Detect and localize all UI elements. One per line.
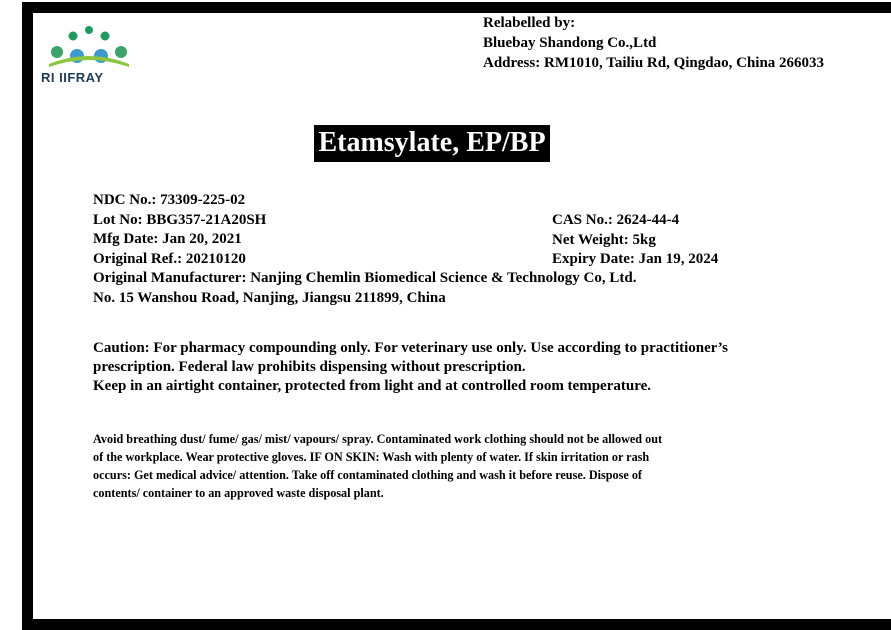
cas-number: CAS No.: 2624-44-4	[552, 212, 680, 228]
warning-line: contents/ container to an approved waste disposal plant.	[93, 486, 384, 500]
warning-line: occurs: Get medical advice/ attention. Take off contaminated clothing and wash it before reuse. Dispose of	[93, 468, 642, 482]
company-logo	[39, 20, 139, 90]
relabel-company: Bluebay Shandong Co.,Ltd	[483, 35, 657, 51]
relabel-block	[483, 13, 824, 73]
warning-line: Avoid breathing dust/ fume/ gas/ mist/ vapours/ spray. Contaminated work clothing should not be allowed out	[93, 432, 663, 446]
original-manufacturer: Original Manufacturer: Nanjing Chemlin Biomedical Science & Technology Co, Ltd.	[93, 270, 637, 286]
original-ref: Original Ref.: 20210120	[93, 250, 246, 267]
product-title: Etamsylate, EP/BP	[314, 125, 549, 162]
logo-wordmark: RI IIFRAY	[41, 70, 104, 85]
relabel-heading: Relabelled by:	[483, 15, 576, 31]
net-weight: Net Weight: 5kg	[552, 231, 656, 248]
product-label	[22, 2, 891, 630]
expiry-date: Expiry Date: Jan 19, 2024	[552, 251, 719, 267]
lot-number: Lot No: BBG357-21A20SH	[93, 211, 267, 228]
mfg-date: Mfg Date: Jan 20, 2021	[93, 231, 242, 247]
manufacturer-address: No. 15 Wanshou Road, Nanjing, Jiangsu 211899, China	[93, 289, 446, 306]
caution-line: Caution: For pharmacy compounding only. For veterinary use only. Use according to practitioner’s	[93, 340, 728, 356]
caution-text	[93, 339, 853, 396]
product-info-right	[552, 211, 718, 270]
relabel-address: Address: RM1010, Tailiu Rd, Qingdao, China 266033	[483, 55, 825, 71]
crown-dots-logo-icon	[39, 20, 139, 72]
caution-line: Keep in an airtight container, protected from light and at controlled room temperature.	[93, 378, 651, 394]
ndc-number: NDC No.: 73309-225-02	[93, 192, 246, 208]
hazard-warning	[93, 430, 838, 502]
caution-line: prescription. Federal law prohibits dispensing without prescription.	[93, 359, 526, 375]
warning-line: of the workplace. Wear protective gloves. IF ON SKIN: Wash with plenty of water. If skin irritation or rash	[93, 450, 650, 464]
